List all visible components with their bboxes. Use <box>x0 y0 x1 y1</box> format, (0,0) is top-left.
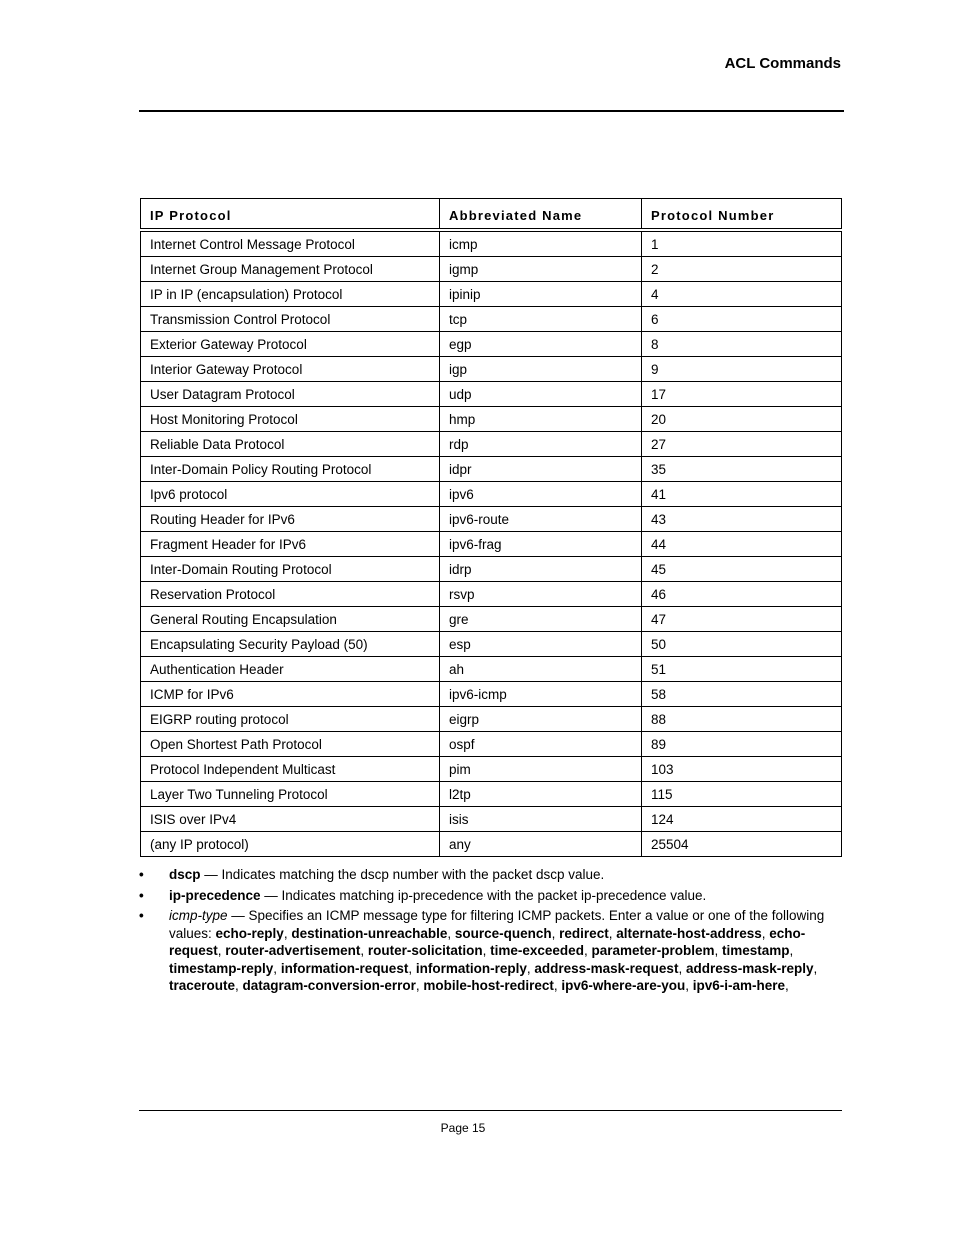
cell-protocol-number: 6 <box>642 307 842 332</box>
cell-ip-protocol: Reliable Data Protocol <box>141 432 440 457</box>
value-separator: , <box>583 943 592 958</box>
cell-ip-protocol: Authentication Header <box>141 657 440 682</box>
table-row <box>141 282 842 307</box>
value-separator: , <box>415 978 424 993</box>
value-separator: , <box>761 925 770 941</box>
table-row <box>141 357 842 382</box>
option-description: — Indicates matching the dscp number with the packet dscp value. <box>200 867 605 882</box>
value-separator: , <box>482 943 491 958</box>
cell-ip-protocol: Transmission Control Protocol <box>141 307 440 332</box>
table-row <box>141 457 842 482</box>
cell-abbreviated-name: hmp <box>440 407 642 432</box>
cell-abbreviated-name: rsvp <box>440 582 642 607</box>
table-row <box>141 607 842 632</box>
cell-abbreviated-name: ah <box>440 657 642 682</box>
cell-ip-protocol: Encapsulating Security Payload (50) <box>141 632 440 657</box>
table-row <box>141 532 842 557</box>
cell-protocol-number: 88 <box>642 707 842 732</box>
value-separator: , <box>714 943 723 958</box>
icmp-type-value: ipv6-i-am-here <box>692 978 786 993</box>
option-term: icmp-type <box>169 908 228 923</box>
cell-ip-protocol: Internet Group Management Protocol <box>141 257 440 282</box>
cell-ip-protocol: Fragment Header for IPv6 <box>141 532 440 557</box>
icmp-type-value: parameter-problem <box>591 943 715 958</box>
cell-abbreviated-name: ipv6-icmp <box>440 682 642 707</box>
icmp-type-value: information-request <box>280 960 409 976</box>
cell-protocol-number: 50 <box>642 632 842 657</box>
icmp-type-value: echo-reply <box>215 925 284 941</box>
cell-abbreviated-name: rdp <box>440 432 642 457</box>
cell-protocol-number: 124 <box>642 807 842 832</box>
icmp-type-value: time-exceeded <box>490 943 584 958</box>
list-item-ip-precedence <box>139 887 844 905</box>
option-description: — Indicates matching ip-precedence with the packet ip-precedence value. <box>260 887 707 903</box>
cell-protocol-number: 1 <box>642 230 842 257</box>
cell-protocol-number: 20 <box>642 407 842 432</box>
icmp-type-value: address-mask-reply <box>685 960 814 976</box>
table-row <box>141 382 842 407</box>
table-row <box>141 230 842 257</box>
cell-protocol-number: 89 <box>642 732 842 757</box>
table-row <box>141 507 842 532</box>
cell-abbreviated-name: udp <box>440 382 642 407</box>
cell-abbreviated-name: ipv6-route <box>440 507 642 532</box>
list-item-icmp-type <box>139 907 844 995</box>
cell-ip-protocol: Host Monitoring Protocol <box>141 407 440 432</box>
table-row <box>141 807 842 832</box>
cell-protocol-number: 46 <box>642 582 842 607</box>
table-row <box>141 582 842 607</box>
icmp-type-value: destination-unreachable <box>291 925 448 941</box>
value-separator: , <box>551 925 560 941</box>
cell-protocol-number: 45 <box>642 557 842 582</box>
bullet-icon: • <box>139 867 144 882</box>
page-number: Page 15 <box>440 1121 486 1135</box>
icmp-type-value: mobile-host-redirect <box>423 978 554 993</box>
cell-ip-protocol: Protocol Independent Multicast <box>141 757 440 782</box>
value-separator: , <box>217 943 226 958</box>
cell-protocol-number: 4 <box>642 282 842 307</box>
cell-abbreviated-name: ipinip <box>440 282 642 307</box>
table-row <box>141 757 842 782</box>
value-separator: , <box>685 978 693 993</box>
cell-ip-protocol: ICMP for IPv6 <box>141 682 440 707</box>
icmp-type-value: alternate-host-address <box>616 925 762 941</box>
icmp-type-value: datagram-conversion-error <box>242 978 416 993</box>
cell-protocol-number: 17 <box>642 382 842 407</box>
bullet-icon: • <box>139 887 144 903</box>
cell-abbreviated-name: esp <box>440 632 642 657</box>
cell-protocol-number: 44 <box>642 532 842 557</box>
cell-abbreviated-name: igmp <box>440 257 642 282</box>
cell-protocol-number: 103 <box>642 757 842 782</box>
value-separator: , <box>553 978 562 993</box>
table-row <box>141 332 842 357</box>
column-header-protocol-number: Protocol Number <box>642 199 842 231</box>
table-row <box>141 832 842 857</box>
value-separator: , <box>526 960 535 976</box>
header-divider <box>139 110 844 112</box>
cell-protocol-number: 41 <box>642 482 842 507</box>
cell-ip-protocol: General Routing Encapsulation <box>141 607 440 632</box>
cell-ip-protocol: Routing Header for IPv6 <box>141 507 440 532</box>
cell-ip-protocol: Open Shortest Path Protocol <box>141 732 440 757</box>
cell-abbreviated-name: tcp <box>440 307 642 332</box>
value-separator: , <box>360 943 368 958</box>
cell-ip-protocol: ISIS over IPv4 <box>141 807 440 832</box>
table-row <box>141 707 842 732</box>
table-row <box>141 682 842 707</box>
table-row <box>141 557 842 582</box>
icmp-type-value: echo-request <box>169 925 806 958</box>
value-separator: , <box>408 960 416 976</box>
cell-abbreviated-name: l2tp <box>440 782 642 807</box>
table-row <box>141 257 842 282</box>
cell-abbreviated-name: idpr <box>440 457 642 482</box>
icmp-type-value: information-reply <box>415 960 527 976</box>
value-separator: , <box>785 978 789 993</box>
cell-abbreviated-name: ospf <box>440 732 642 757</box>
value-separator: , <box>235 978 243 993</box>
cell-protocol-number: 2 <box>642 257 842 282</box>
icmp-type-value: router-advertisement <box>225 943 361 958</box>
cell-abbreviated-name: igp <box>440 357 642 382</box>
cell-ip-protocol: User Datagram Protocol <box>141 382 440 407</box>
icmp-type-value: source-quench <box>454 925 552 941</box>
table-row <box>141 732 842 757</box>
cell-ip-protocol: IP in IP (encapsulation) Protocol <box>141 282 440 307</box>
icmp-type-value: redirect <box>559 925 609 941</box>
table-row <box>141 632 842 657</box>
cell-abbreviated-name: egp <box>440 332 642 357</box>
table-row <box>141 482 842 507</box>
option-list <box>139 866 844 998</box>
icmp-type-value: timestamp <box>722 943 790 958</box>
cell-abbreviated-name: icmp <box>440 230 642 257</box>
page-header-title: ACL Commands <box>724 55 841 72</box>
column-header-abbreviated-name: Abbreviated Name <box>440 199 642 231</box>
cell-protocol-number: 58 <box>642 682 842 707</box>
bullet-icon: • <box>139 908 144 923</box>
table-row <box>141 307 842 332</box>
value-separator: , <box>608 925 617 941</box>
table-header-row <box>141 199 842 231</box>
cell-protocol-number: 43 <box>642 507 842 532</box>
icmp-type-value: traceroute <box>169 978 236 993</box>
cell-abbreviated-name: pim <box>440 757 642 782</box>
cell-ip-protocol: (any IP protocol) <box>141 832 440 857</box>
cell-ip-protocol: EIGRP routing protocol <box>141 707 440 732</box>
option-term: ip-precedence <box>169 887 261 903</box>
table-row <box>141 407 842 432</box>
list-item-dscp <box>139 866 844 884</box>
cell-abbreviated-name: any <box>440 832 642 857</box>
cell-abbreviated-name: isis <box>440 807 642 832</box>
cell-ip-protocol: Internet Control Message Protocol <box>141 230 440 257</box>
cell-abbreviated-name: idrp <box>440 557 642 582</box>
cell-ip-protocol: Inter-Domain Policy Routing Protocol <box>141 457 440 482</box>
cell-abbreviated-name: ipv6-frag <box>440 532 642 557</box>
cell-ip-protocol: Inter-Domain Routing Protocol <box>141 557 440 582</box>
cell-abbreviated-name: ipv6 <box>440 482 642 507</box>
cell-protocol-number: 25504 <box>642 832 842 857</box>
cell-ip-protocol: Ipv6 protocol <box>141 482 440 507</box>
footer-divider <box>139 1110 842 1111</box>
option-term: dscp <box>169 867 201 882</box>
cell-ip-protocol: Layer Two Tunneling Protocol <box>141 782 440 807</box>
icmp-type-value: ipv6-where-are-you <box>561 978 686 993</box>
table-row <box>141 657 842 682</box>
option-description: — Specifies an ICMP message type for filtering ICMP packets. Enter a value or one of the following values: <box>169 908 825 941</box>
cell-protocol-number: 8 <box>642 332 842 357</box>
cell-protocol-number: 35 <box>642 457 842 482</box>
icmp-type-value: address-mask-request <box>534 960 679 976</box>
value-separator: , <box>273 960 281 976</box>
cell-abbreviated-name: eigrp <box>440 707 642 732</box>
ip-protocol-table <box>140 198 842 857</box>
value-separator: , <box>447 925 455 941</box>
icmp-type-values <box>169 926 817 994</box>
cell-protocol-number: 27 <box>642 432 842 457</box>
table-row <box>141 432 842 457</box>
icmp-type-value: timestamp-reply <box>169 960 274 976</box>
column-header-ip-protocol: IP Protocol <box>141 199 440 231</box>
cell-protocol-number: 47 <box>642 607 842 632</box>
cell-protocol-number: 51 <box>642 657 842 682</box>
table-row <box>141 782 842 807</box>
cell-protocol-number: 9 <box>642 357 842 382</box>
value-separator: , <box>789 943 794 958</box>
cell-ip-protocol: Exterior Gateway Protocol <box>141 332 440 357</box>
value-separator: , <box>813 960 818 976</box>
cell-ip-protocol: Interior Gateway Protocol <box>141 357 440 382</box>
cell-abbreviated-name: gre <box>440 607 642 632</box>
value-separator: , <box>678 960 686 976</box>
value-separator: , <box>283 925 292 941</box>
icmp-type-value: router-solicitation <box>367 943 483 958</box>
cell-ip-protocol: Reservation Protocol <box>141 582 440 607</box>
cell-protocol-number: 115 <box>642 782 842 807</box>
